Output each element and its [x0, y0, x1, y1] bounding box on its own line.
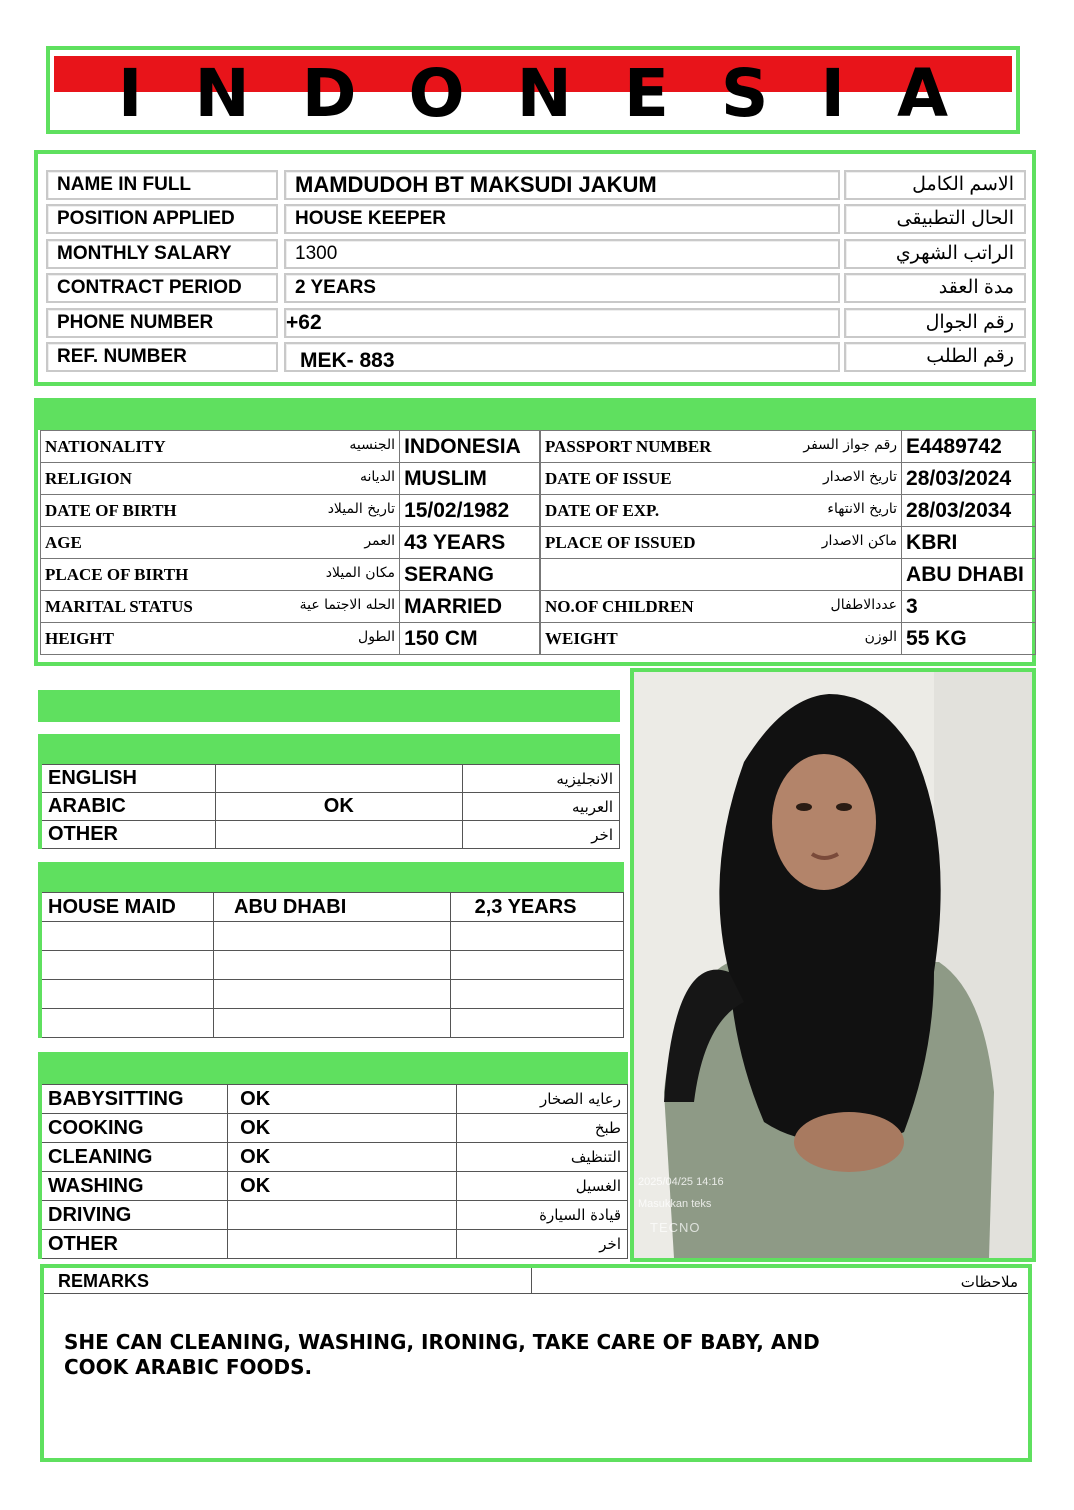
details-label-cell: [541, 559, 902, 591]
details-row: [41, 463, 540, 495]
details-label-cell: [541, 495, 902, 527]
skill-name: DRIVING: [40, 1201, 228, 1230]
skills-table: [38, 1084, 628, 1259]
experience-row: [40, 922, 624, 951]
skill-level: [228, 1230, 456, 1259]
languages-header-bar: [38, 734, 620, 764]
experience-row: [40, 980, 624, 1009]
personal-value: +62: [284, 308, 840, 338]
details-value: 43 YEARS: [400, 527, 540, 559]
details-row: [541, 591, 1036, 623]
details-value: 15/02/1982: [400, 495, 540, 527]
skill-level: OK: [228, 1085, 456, 1114]
personal-label: NAME IN FULL: [46, 170, 278, 200]
experience-country: ABU DHABI: [214, 893, 451, 922]
details-row: [541, 463, 1036, 495]
details-label-ar: الطول: [358, 628, 396, 645]
experience-row: [40, 893, 624, 922]
details-row: [41, 495, 540, 527]
skill-name-ar: طبخ: [456, 1114, 627, 1143]
personal-label: CONTRACT PERIOD: [46, 273, 278, 303]
details-value: KBRI: [902, 527, 1036, 559]
details-label-cell: [41, 431, 400, 463]
languages-table: [38, 764, 620, 849]
details-row: [541, 527, 1036, 559]
skill-level: OK: [228, 1143, 456, 1172]
personal-value: 1300: [284, 239, 840, 269]
language-name-ar: الانجليزيه: [462, 765, 619, 793]
skill-row: [40, 1230, 628, 1259]
details-label: HEIGHT: [45, 628, 114, 648]
skill-name: BABYSITTING: [40, 1085, 228, 1114]
camera-watermark: TECNO: [650, 1220, 701, 1235]
personal-label-ar: مدة العقد: [844, 273, 1026, 303]
language-level: OK: [216, 793, 463, 821]
personal-label: REF. NUMBER: [46, 342, 278, 372]
experience-period: 2,3 YEARS: [450, 893, 623, 922]
details-label-cell: [41, 623, 400, 655]
details-label-cell: [541, 431, 902, 463]
language-name: ARABIC: [40, 793, 216, 821]
details-label-cell: [41, 463, 400, 495]
language-row: [40, 765, 620, 793]
details-value: 28/03/2024: [902, 463, 1036, 495]
skill-name-ar: اخر: [456, 1230, 627, 1259]
experience-period: [450, 1009, 623, 1038]
remarks-label-ar: ملاحظات: [532, 1268, 1028, 1294]
experience-country: [214, 922, 451, 951]
details-label: NATIONALITY: [45, 436, 166, 456]
details-row: [41, 591, 540, 623]
details-value: 28/03/2034: [902, 495, 1036, 527]
details-value: ABU DHABI: [902, 559, 1036, 591]
remarks-line: COOK ARABIC FOODS.: [64, 1355, 313, 1379]
country-header: [46, 46, 1020, 134]
skill-row: [40, 1085, 628, 1114]
experience-row: [40, 951, 624, 980]
personal-label: PHONE NUMBER: [46, 308, 278, 338]
skill-name: COOKING: [40, 1114, 228, 1143]
details-label: DATE OF ISSUE: [545, 468, 672, 488]
details-row: [541, 559, 1036, 591]
details-label: PASSPORT NUMBER: [545, 436, 712, 456]
language-level: [216, 765, 463, 793]
section-bar: [38, 690, 620, 722]
details-value: MUSLIM: [400, 463, 540, 495]
language-name-ar: العربيه: [462, 793, 619, 821]
skill-row: [40, 1114, 628, 1143]
skill-name-ar: قيادة السيارة: [456, 1201, 627, 1230]
details-value: INDONESIA: [400, 431, 540, 463]
details-label: NO.OF CHILDREN: [545, 596, 694, 616]
details-value: 3: [902, 591, 1036, 623]
experience-country: [214, 980, 451, 1009]
details-label-cell: [41, 559, 400, 591]
skills-header-bar: [38, 1052, 628, 1084]
language-level: [216, 821, 463, 849]
personal-label-ar: الاسم الكامل: [844, 170, 1026, 200]
details-row: [41, 559, 540, 591]
details-label-ar: الديانه: [359, 468, 396, 485]
details-label-ar: مكان الميلاد: [325, 564, 396, 581]
details-label: DATE OF BIRTH: [45, 500, 177, 520]
personal-label: POSITION APPLIED: [46, 204, 278, 234]
skill-name-ar: رعايه الصخار: [456, 1085, 627, 1114]
details-label-ar: تاريخ الانتهاء: [827, 500, 898, 517]
candidate-photo: [630, 668, 1036, 1262]
remarks-box: [40, 1264, 1032, 1462]
personal-label: MONTHLY SALARY: [46, 239, 278, 269]
language-row: [40, 821, 620, 849]
experience-position: [40, 980, 214, 1009]
details-row: [41, 527, 540, 559]
experience-country: [214, 951, 451, 980]
details-label-ar: تاريخ الاصدار: [822, 468, 898, 485]
experience-position: [40, 951, 214, 980]
remarks-label: REMARKS: [44, 1268, 532, 1294]
details-label-ar: الحله الاجتما عية: [299, 596, 396, 613]
details-label-ar: الجنسيه: [349, 436, 396, 453]
language-name: ENGLISH: [40, 765, 216, 793]
skill-name: CLEANING: [40, 1143, 228, 1172]
experience-position: [40, 1009, 214, 1038]
experience-period: [450, 951, 623, 980]
details-label: WEIGHT: [545, 628, 618, 648]
details-value: 150 CM: [400, 623, 540, 655]
skill-level: [228, 1201, 456, 1230]
details-label: RELIGION: [45, 468, 132, 488]
details-label-cell: [541, 463, 902, 495]
details-label: MARITAL STATUS: [45, 596, 193, 616]
photo-timestamp: 2025/04/25 14:16: [638, 1176, 724, 1188]
details-label-ar: تاريخ الميلاد: [327, 500, 396, 517]
experience-row: [40, 1009, 624, 1038]
experience-period: [450, 980, 623, 1009]
details-value: E4489742: [902, 431, 1036, 463]
remarks-line: SHE CAN CLEANING, WASHING, IRONING, TAKE CARE OF BABY, AND: [64, 1330, 820, 1354]
personal-label-ar: الحال التطبيقى: [844, 204, 1026, 234]
personal-label-ar: الراتب الشهري: [844, 239, 1026, 269]
personal-info-box: [34, 150, 1036, 386]
details-label-ar: ماكن الاصدار: [821, 532, 898, 549]
personal-value: 2 YEARS: [284, 273, 840, 303]
skill-row: [40, 1143, 628, 1172]
language-name-ar: اخر: [462, 821, 619, 849]
experience-header-bar: [38, 862, 624, 892]
country-title: INDONESIA: [117, 55, 1001, 132]
personal-value: MEK- 883: [284, 342, 840, 372]
details-row: [541, 431, 1036, 463]
details-label-cell: [41, 591, 400, 623]
photo-watermark: Masukkan teks: [638, 1198, 712, 1210]
details-label-cell: [41, 495, 400, 527]
experience-period: [450, 922, 623, 951]
skill-level: OK: [228, 1114, 456, 1143]
details-label-ar: الوزن: [864, 628, 898, 645]
personal-value: HOUSE KEEPER: [284, 204, 840, 234]
remarks-text: [64, 1330, 820, 1380]
language-row: [40, 793, 620, 821]
details-row: [541, 495, 1036, 527]
language-name: OTHER: [40, 821, 216, 849]
details-value: 55 KG: [902, 623, 1036, 655]
details-value: SERANG: [400, 559, 540, 591]
personal-label-ar: رقم الجوال: [844, 308, 1026, 338]
experience-country: [214, 1009, 451, 1038]
skill-row: [40, 1172, 628, 1201]
details-value: MARRIED: [400, 591, 540, 623]
details-label-ar: عددالاطفال: [830, 596, 898, 613]
skill-name-ar: التنظيف: [456, 1143, 627, 1172]
details-header-bar: [34, 398, 1036, 430]
details-row: [41, 431, 540, 463]
experience-position: [40, 922, 214, 951]
experience-table: [38, 892, 624, 1038]
details-label-ar: رقم جواز السفر: [803, 436, 898, 453]
personal-value: MAMDUDOH BT MAKSUDI JAKUM: [284, 170, 840, 200]
details-label-cell: [541, 623, 902, 655]
experience-position: HOUSE MAID: [40, 893, 214, 922]
details-label-ar: العمر: [364, 532, 396, 549]
details-row: [41, 623, 540, 655]
skill-name: OTHER: [40, 1230, 228, 1259]
personal-label-ar: رقم الطلب: [844, 342, 1026, 372]
details-label-cell: [541, 527, 902, 559]
skill-name-ar: الغسيل: [456, 1172, 627, 1201]
details-label-cell: [41, 527, 400, 559]
portrait-illustration: [634, 672, 1032, 1258]
details-label: PLACE OF BIRTH: [45, 564, 189, 584]
skill-name: WASHING: [40, 1172, 228, 1201]
skill-row: [40, 1201, 628, 1230]
details-label-cell: [541, 591, 902, 623]
details-label: DATE OF EXP.: [545, 500, 660, 520]
details-label: AGE: [45, 532, 82, 552]
details-label: PLACE OF ISSUED: [545, 532, 696, 552]
details-box: [34, 430, 1036, 666]
details-left-table: [40, 430, 540, 655]
details-right-table: [540, 430, 1036, 655]
skill-level: OK: [228, 1172, 456, 1201]
details-row: [541, 623, 1036, 655]
